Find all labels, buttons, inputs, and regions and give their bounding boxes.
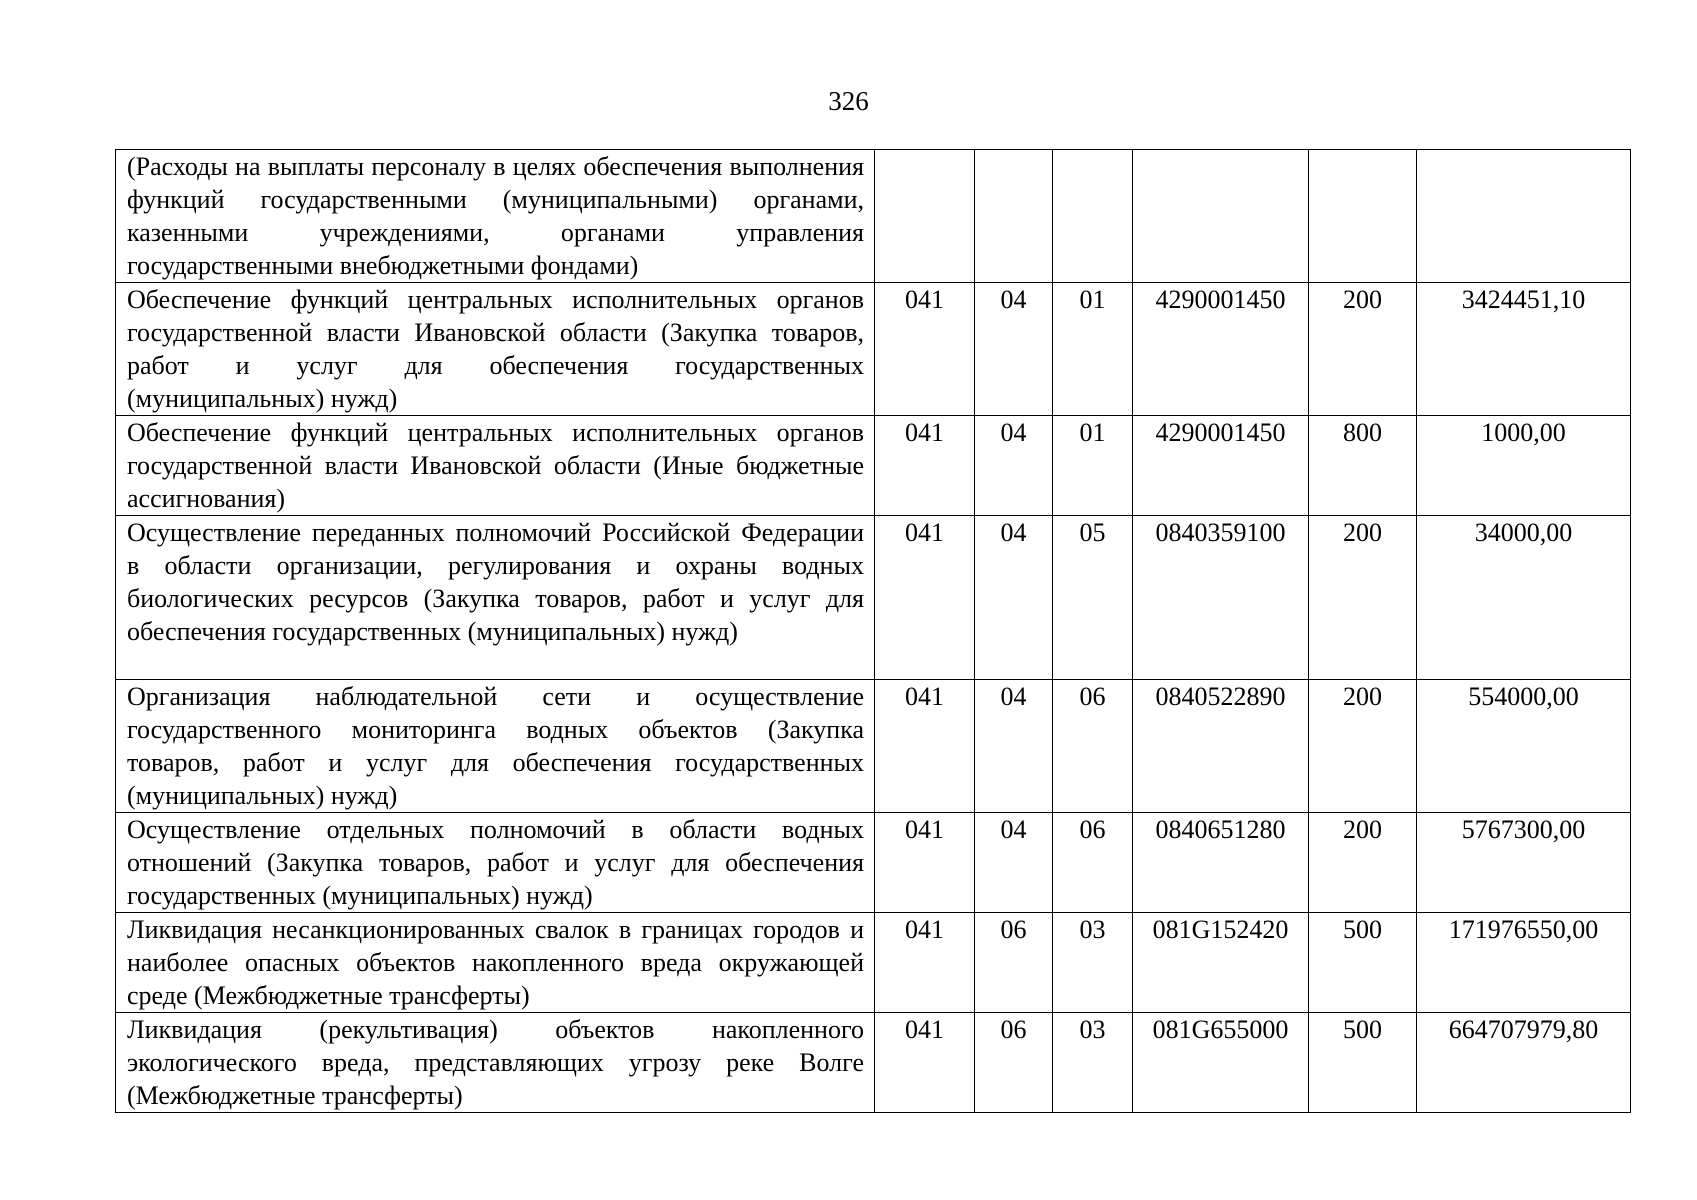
target-article-code: 0840359100 xyxy=(1133,516,1309,680)
table-row xyxy=(116,150,1631,283)
subsection-code: 06 xyxy=(1053,680,1133,813)
expense-type-code: 500 xyxy=(1309,913,1417,1013)
expense-type-code: 200 xyxy=(1309,813,1417,913)
page-number: 326 xyxy=(828,86,869,116)
row-description: Осуществление отдельных полномочий в области водных отношений (Закупка товаров, работ и услуг для обеспечения государственных (муниципальных) нужд) xyxy=(116,813,875,913)
target-article-code: 081G152420 xyxy=(1133,913,1309,1013)
table-row xyxy=(116,283,1631,416)
section-code: 04 xyxy=(975,516,1053,680)
amount: 5767300,00 xyxy=(1417,813,1631,913)
amount: 171976550,00 xyxy=(1417,913,1631,1013)
ministry-code: 041 xyxy=(875,680,975,813)
subsection-code: 06 xyxy=(1053,813,1133,913)
target-article-code: 0840651280 xyxy=(1133,813,1309,913)
table-row xyxy=(116,813,1631,913)
amount: 34000,00 xyxy=(1417,516,1631,680)
row-description: Организация наблюдательной сети и осуществление государственного мониторинга водных объектов (Закупка товаров, работ и услуг для обеспечения государственных (муниципальных) нужд) xyxy=(116,680,875,813)
expense-type-code: 800 xyxy=(1309,416,1417,516)
target-article-code: 4290001450 xyxy=(1133,283,1309,416)
section-code: 06 xyxy=(975,913,1053,1013)
row-description: Осуществление переданных полномочий Российской Федерации в области организации, регулирования и охраны водных биологических ресурсов (Закупка товаров, работ и услуг для обеспечения государственных (муниципальных) нужд) xyxy=(116,516,875,680)
table-row xyxy=(116,913,1631,1013)
ministry-code: 041 xyxy=(875,283,975,416)
ministry-code: 041 xyxy=(875,416,975,516)
row-description: Ликвидация несанкционированных свалок в границах городов и наиболее опасных объектов накопленного вреда окружающей среде (Межбюджетные трансферты) xyxy=(116,913,875,1013)
table-row xyxy=(116,680,1631,813)
subsection-code: 03 xyxy=(1053,913,1133,1013)
section-code: 04 xyxy=(975,680,1053,813)
section-code xyxy=(975,150,1053,283)
subsection-code: 05 xyxy=(1053,516,1133,680)
ministry-code xyxy=(875,150,975,283)
target-article-code: 4290001450 xyxy=(1133,416,1309,516)
section-code: 06 xyxy=(975,1013,1053,1113)
expense-type-code: 500 xyxy=(1309,1013,1417,1113)
budget-table xyxy=(115,149,1631,1113)
row-description: Ликвидация (рекультивация) объектов накопленного экологического вреда, представляющих угрозу реке Волге (Межбюджетные трансферты) xyxy=(116,1013,875,1113)
amount: 1000,00 xyxy=(1417,416,1631,516)
target-article-code: 0840522890 xyxy=(1133,680,1309,813)
table-row xyxy=(116,416,1631,516)
ministry-code: 041 xyxy=(875,813,975,913)
amount: 554000,00 xyxy=(1417,680,1631,813)
table-row xyxy=(116,1013,1631,1113)
amount: 3424451,10 xyxy=(1417,283,1631,416)
subsection-code: 03 xyxy=(1053,1013,1133,1113)
table-row xyxy=(116,516,1631,680)
subsection-code: 01 xyxy=(1053,416,1133,516)
ministry-code: 041 xyxy=(875,1013,975,1113)
expense-type-code xyxy=(1309,150,1417,283)
section-code: 04 xyxy=(975,416,1053,516)
target-article-code: 081G655000 xyxy=(1133,1013,1309,1113)
subsection-code: 01 xyxy=(1053,283,1133,416)
section-code: 04 xyxy=(975,283,1053,416)
row-description: Обеспечение функций центральных исполнительных органов государственной власти Ивановской области (Иные бюджетные ассигнования) xyxy=(116,416,875,516)
row-description: (Расходы на выплаты персоналу в целях обеспечения выполнения функций государственными (муниципальными) органами, казенными учреждениями, органами управления государственными внебюджетными фондами) xyxy=(116,150,875,283)
ministry-code: 041 xyxy=(875,913,975,1013)
amount xyxy=(1417,150,1631,283)
target-article-code xyxy=(1133,150,1309,283)
expense-type-code: 200 xyxy=(1309,283,1417,416)
expense-type-code: 200 xyxy=(1309,516,1417,680)
ministry-code: 041 xyxy=(875,516,975,680)
row-description: Обеспечение функций центральных исполнительных органов государственной власти Ивановской области (Закупка товаров, работ и услуг для обеспечения государственных (муниципальных) нужд) xyxy=(116,283,875,416)
amount: 664707979,80 xyxy=(1417,1013,1631,1113)
subsection-code xyxy=(1053,150,1133,283)
section-code: 04 xyxy=(975,813,1053,913)
expense-type-code: 200 xyxy=(1309,680,1417,813)
